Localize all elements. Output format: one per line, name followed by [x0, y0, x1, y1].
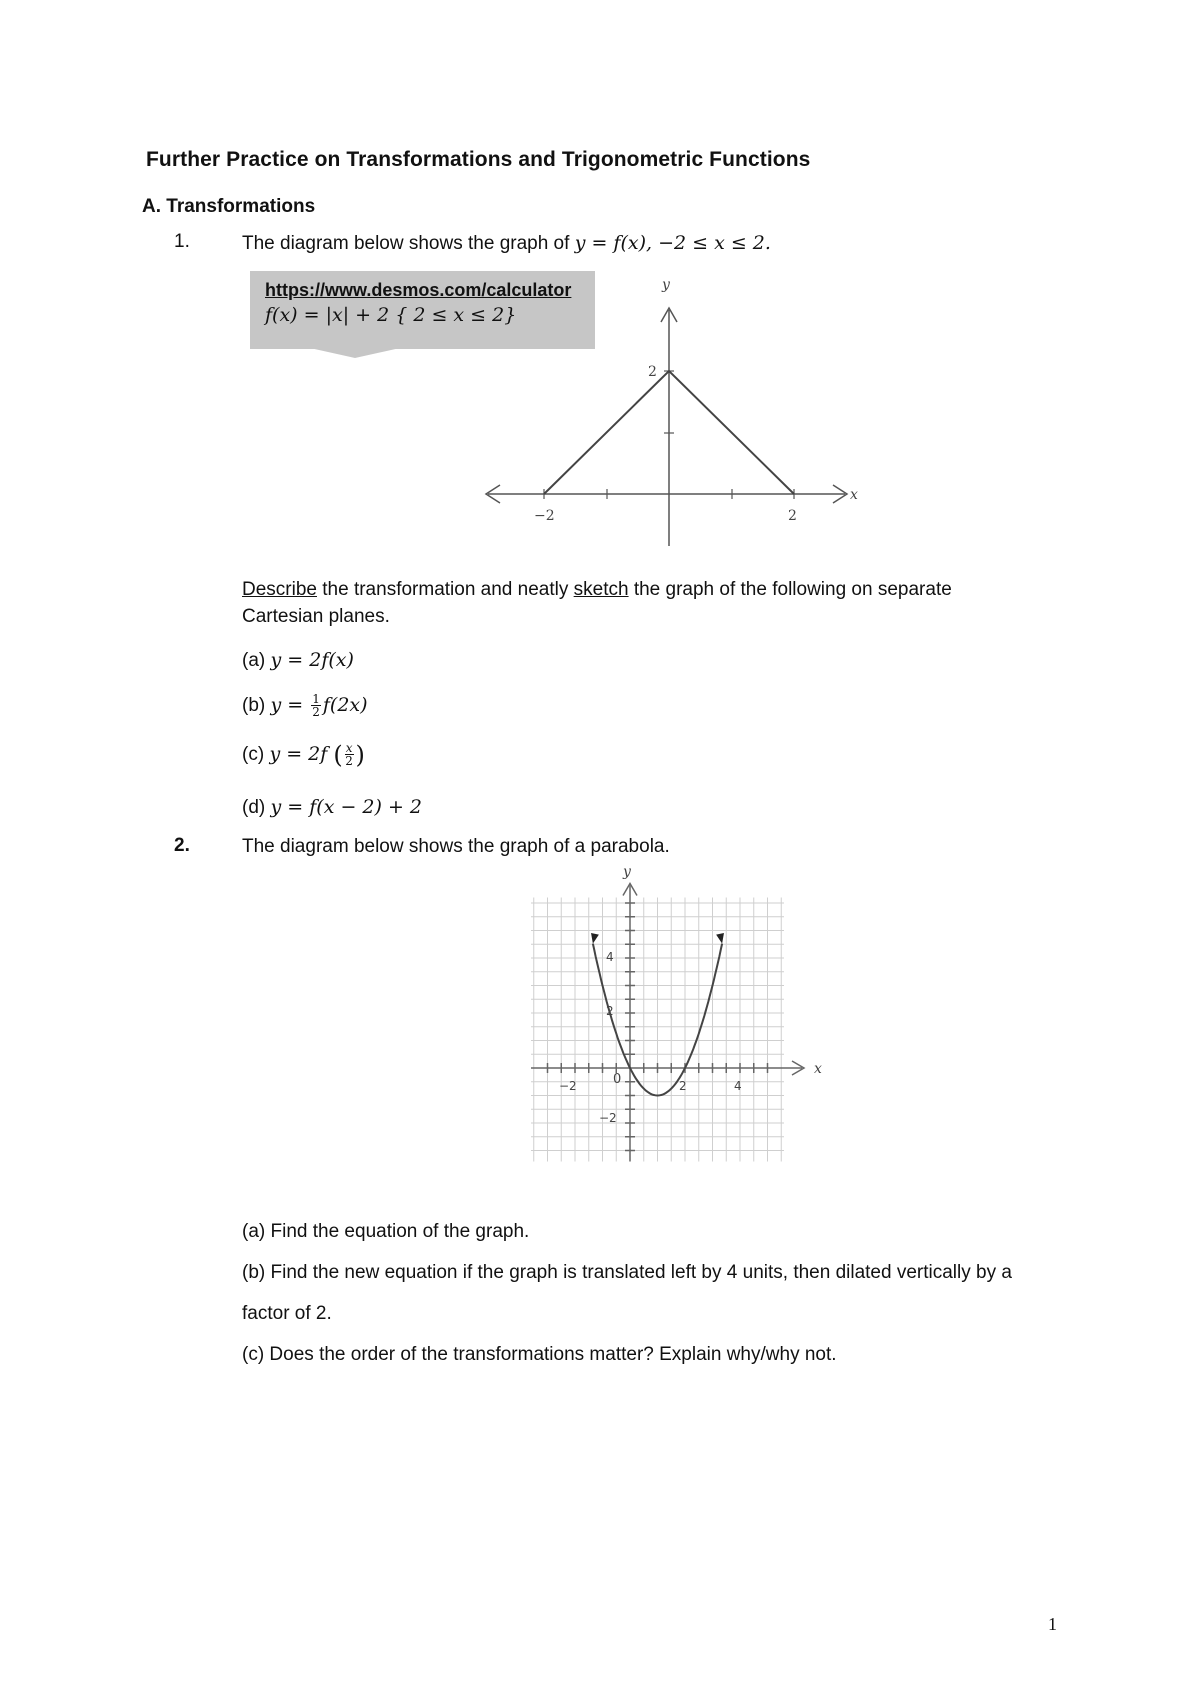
part-1b-label: (b) — [242, 695, 266, 716]
page-number: 1 — [1048, 1614, 1057, 1634]
grid-lines — [531, 898, 784, 1162]
parabola-x-tick-4: 4 — [734, 1079, 742, 1093]
parabola-x-tick-neg2: −2 — [559, 1079, 577, 1093]
part-2b-line1: (b) Find the new equation if the graph is translated left by 4 units, then dilated vertically by a — [242, 1262, 1012, 1283]
parabola-origin-label: 0 — [613, 1072, 622, 1087]
instruction-sketch: sketch — [573, 579, 629, 600]
y-axis-label: y — [662, 280, 670, 293]
part-1c-math-pre: y = 2f — [269, 743, 334, 765]
instruction-end: the graph of the following on separate — [628, 579, 952, 600]
part-2c: (c) Does the order of the transformations matter? Explain why/why not. — [242, 1344, 837, 1365]
part-1b-math-post: f(2x) — [322, 694, 368, 716]
question-1-instructions-line2: Cartesian planes. — [242, 606, 390, 627]
instruction-mid: the transformation and neatly — [316, 579, 574, 600]
question-1-number: 1. — [174, 231, 190, 252]
part-2a: (a) Find the equation of the graph. — [242, 1221, 530, 1242]
desmos-formula: f(x) = |x| + 2 { 2 ≤ x ≤ 2} — [265, 304, 517, 326]
parabola-left-arrow — [591, 933, 599, 944]
question-1-intro-text: The diagram below shows the graph of — [242, 233, 570, 254]
section-heading-transformations: A. Transformations — [142, 196, 316, 217]
graph-absolute-value — [470, 280, 890, 550]
graph-parabola — [520, 862, 840, 1182]
part-1d — [242, 795, 422, 820]
parabola-right-arrow — [716, 933, 724, 944]
part-2b-line2: factor of 2. — [242, 1303, 332, 1324]
x-tick-label-2: 2 — [788, 508, 797, 524]
parabola-y-tick-neg2: −2 — [599, 1111, 617, 1125]
part-1b — [242, 693, 368, 718]
page-title: Further Practice on Transformations and Trigonometric Functions — [146, 148, 811, 171]
part-1a-math: y = 2f(x) — [270, 649, 354, 671]
question-1-instructions — [242, 578, 1102, 602]
question-1-intro — [242, 231, 771, 256]
question-2-number: 2. — [174, 835, 190, 856]
part-1b-fraction: $\frac{1}{2}$ — [312, 692, 320, 720]
part-1a — [242, 648, 354, 673]
parabola-axes — [531, 884, 804, 1162]
y-tick-label-2: 2 — [648, 364, 657, 380]
part-1c-label: (c) — [242, 744, 265, 765]
question-1-intro-math: y = f(x), −2 ≤ x ≤ 2. — [574, 232, 771, 254]
question-2-intro: The diagram below shows the graph of a parabola. — [242, 836, 670, 857]
part-1a-label: (a) — [242, 650, 266, 671]
part-1d-label: (d) — [242, 797, 266, 818]
desmos-link[interactable]: https://www.desmos.com/calculator — [265, 280, 572, 300]
x-axis-label: x — [850, 487, 858, 503]
x-tick-label-neg2: −2 — [534, 508, 555, 524]
part-1c-fraction: $\frac{x}{2}$ — [345, 741, 353, 769]
parabola-x-tick-2: 2 — [679, 1079, 687, 1093]
parabola-y-tick-4: 4 — [606, 950, 614, 964]
part-1c: (c) y = 2f ( $\frac{x}{2}$ ) — [242, 740, 365, 769]
parabola-y-axis-label: y — [623, 864, 631, 880]
part-1b-math-pre: y = — [270, 694, 310, 716]
instruction-describe: Describe — [242, 579, 317, 600]
parabola-x-axis-label: x — [814, 1061, 822, 1077]
part-1d-math: y = f(x − 2) + 2 — [270, 796, 422, 818]
parabola-y-tick-2: 2 — [606, 1004, 614, 1018]
callout-tail — [310, 348, 400, 360]
